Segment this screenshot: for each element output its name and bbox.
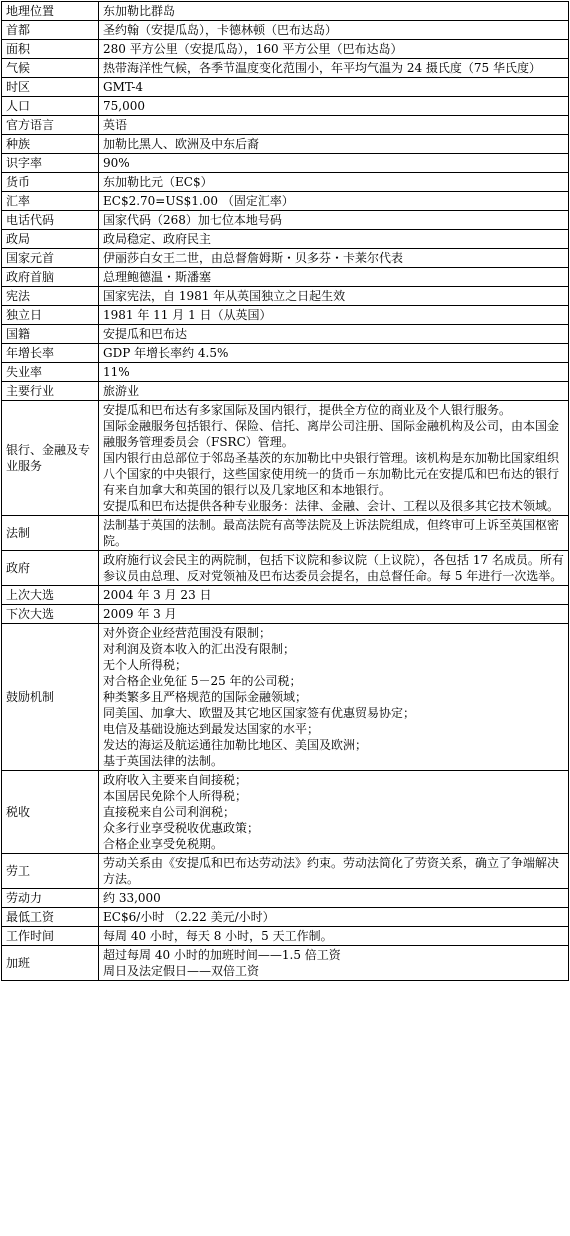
table-row bbox=[2, 946, 569, 981]
value-line: 对合格企业免征 5－25 年的公司税； bbox=[103, 674, 302, 688]
row-label: 鼓励机制 bbox=[2, 624, 99, 771]
table-row bbox=[2, 363, 569, 382]
row-value bbox=[99, 306, 569, 325]
value-line: 国际金融服务包括银行、保险、信托、离岸公司注册、国际金融机构及公司，由本国金融服务管理委员会（FSRC）管理。 bbox=[103, 419, 560, 449]
table-row bbox=[2, 854, 569, 889]
row-label: 政府首脑 bbox=[2, 268, 99, 287]
value-line: 基于英国法律的法制。 bbox=[103, 754, 224, 768]
table-row bbox=[2, 382, 569, 401]
country-info-table bbox=[1, 1, 569, 981]
row-value bbox=[99, 135, 569, 154]
value-line: 伊丽莎白女王二世，由总督詹姆斯・贝多芬・卡莱尔代表 bbox=[103, 251, 404, 265]
value-line: 安提瓜和巴布达 bbox=[103, 327, 188, 341]
row-label: 加班 bbox=[2, 946, 99, 981]
value-line: 热带海洋性气候，各季节温度变化范围小，年平均气温为 24 摄氏度（75 华氏度） bbox=[103, 61, 541, 75]
row-label: 政府 bbox=[2, 551, 99, 586]
row-label: 政局 bbox=[2, 230, 99, 249]
row-label: 法制 bbox=[2, 516, 99, 551]
value-line: 东加勒比元（EC$） bbox=[103, 175, 213, 189]
table-row bbox=[2, 325, 569, 344]
row-value bbox=[99, 516, 569, 551]
value-line: 无个人所得税； bbox=[103, 658, 188, 672]
value-line: 发达的海运及航运通往加勒比地区、美国及欧洲； bbox=[103, 738, 368, 752]
row-label: 国家元首 bbox=[2, 249, 99, 268]
value-line: 2004 年 3 月 23 日 bbox=[103, 588, 212, 602]
row-label: 汇率 bbox=[2, 192, 99, 211]
row-value bbox=[99, 401, 569, 516]
value-line: 90% bbox=[103, 156, 130, 170]
row-label: 下次大选 bbox=[2, 605, 99, 624]
row-label: 银行、金融及专业服务 bbox=[2, 401, 99, 516]
table-row bbox=[2, 586, 569, 605]
table-body bbox=[2, 2, 569, 981]
table-row bbox=[2, 401, 569, 516]
row-label: 宪法 bbox=[2, 287, 99, 306]
value-line: EC$2.70=US$1.00 （固定汇率） bbox=[103, 194, 294, 208]
table-row bbox=[2, 116, 569, 135]
row-value bbox=[99, 211, 569, 230]
table-row bbox=[2, 927, 569, 946]
row-value bbox=[99, 771, 569, 854]
row-value bbox=[99, 325, 569, 344]
value-line: 总理鲍德温・斯潘塞 bbox=[103, 270, 212, 284]
value-line: 对利润及资本收入的汇出没有限制； bbox=[103, 642, 296, 656]
row-value bbox=[99, 2, 569, 21]
value-line: 本国居民免除个人所得税； bbox=[103, 789, 248, 803]
table-row bbox=[2, 605, 569, 624]
row-label: 主要行业 bbox=[2, 382, 99, 401]
value-line: 旅游业 bbox=[103, 384, 140, 398]
row-label: 独立日 bbox=[2, 306, 99, 325]
table-row bbox=[2, 135, 569, 154]
row-value bbox=[99, 59, 569, 78]
value-line: 政府施行议会民主的两院制，包括下议院和参议院（上议院），各包括 17 名成员。所有参议员由总理、反对党领袖及巴布达委员会提名，由总督任命。每 5 年进行一次选举。 bbox=[103, 553, 564, 583]
row-label: 种族 bbox=[2, 135, 99, 154]
table-row bbox=[2, 97, 569, 116]
row-value bbox=[99, 854, 569, 889]
table-row bbox=[2, 173, 569, 192]
value-line: 安提瓜和巴布达提供各种专业服务：法律、金融、会计、工程以及很多其它技术领域。 bbox=[103, 499, 560, 513]
row-value bbox=[99, 586, 569, 605]
row-label: 工作时间 bbox=[2, 927, 99, 946]
row-label: 官方语言 bbox=[2, 116, 99, 135]
row-value bbox=[99, 78, 569, 97]
value-line: 东加勒比群岛 bbox=[103, 4, 176, 18]
table-row bbox=[2, 344, 569, 363]
row-label: 失业率 bbox=[2, 363, 99, 382]
table-row bbox=[2, 268, 569, 287]
row-label: 人口 bbox=[2, 97, 99, 116]
row-label: 首都 bbox=[2, 21, 99, 40]
value-line: 国家代码（268）加七位本地号码 bbox=[103, 213, 282, 227]
value-line: 安提瓜和巴布达有多家国际及国内银行，提供全方位的商业及个人银行服务。 bbox=[103, 403, 512, 417]
value-line: 众多行业享受税收优惠政策； bbox=[103, 821, 260, 835]
row-value bbox=[99, 40, 569, 59]
row-value bbox=[99, 624, 569, 771]
value-line: 1981 年 11 月 1 日（从英国） bbox=[103, 308, 272, 322]
table-row bbox=[2, 908, 569, 927]
row-value bbox=[99, 605, 569, 624]
value-line: 周日及法定假日——双倍工资 bbox=[103, 964, 260, 978]
table-row bbox=[2, 192, 569, 211]
value-line: 劳动关系由《安提瓜和巴布达劳动法》约束。劳动法简化了劳资关系，确立了争端解决方法。 bbox=[103, 856, 560, 886]
table-row bbox=[2, 78, 569, 97]
row-value bbox=[99, 908, 569, 927]
row-label: 劳动力 bbox=[2, 889, 99, 908]
row-value bbox=[99, 287, 569, 306]
value-line: 国家宪法，自 1981 年从英国独立之日起生效 bbox=[103, 289, 346, 303]
value-line: 电信及基础设施达到最发达国家的水平； bbox=[103, 722, 320, 736]
row-value bbox=[99, 192, 569, 211]
value-line: 2009 年 3 月 bbox=[103, 607, 177, 621]
row-label: 识字率 bbox=[2, 154, 99, 173]
value-line: 11% bbox=[103, 365, 130, 379]
row-value bbox=[99, 21, 569, 40]
value-line: 合格企业享受免税期。 bbox=[103, 837, 224, 851]
value-line: GMT-4 bbox=[103, 80, 144, 94]
table-row bbox=[2, 306, 569, 325]
table-row bbox=[2, 40, 569, 59]
table-row bbox=[2, 551, 569, 586]
row-label: 年增长率 bbox=[2, 344, 99, 363]
value-line: 75,000 bbox=[103, 99, 145, 113]
value-line: 政局稳定、政府民主 bbox=[103, 232, 212, 246]
table-row bbox=[2, 516, 569, 551]
row-value bbox=[99, 946, 569, 981]
row-value bbox=[99, 97, 569, 116]
value-line: 直接税来自公司利润税； bbox=[103, 805, 236, 819]
value-line: 对外资企业经营范围没有限制； bbox=[103, 626, 272, 640]
row-value bbox=[99, 889, 569, 908]
table-row bbox=[2, 230, 569, 249]
row-value bbox=[99, 363, 569, 382]
table-row bbox=[2, 2, 569, 21]
table-row bbox=[2, 211, 569, 230]
value-line: 英语 bbox=[103, 118, 128, 132]
value-line: 同美国、加拿大、欧盟及其它地区国家签有优惠贸易协定； bbox=[103, 706, 416, 720]
row-label: 时区 bbox=[2, 78, 99, 97]
table-row bbox=[2, 21, 569, 40]
row-label: 面积 bbox=[2, 40, 99, 59]
value-line: 每周 40 小时，每天 8 小时，5 天工作制。 bbox=[103, 929, 333, 943]
table-row bbox=[2, 771, 569, 854]
table-row bbox=[2, 287, 569, 306]
row-value bbox=[99, 116, 569, 135]
row-label: 电话代码 bbox=[2, 211, 99, 230]
value-line: 超过每周 40 小时的加班时间——1.5 倍工资 bbox=[103, 948, 341, 962]
row-value bbox=[99, 551, 569, 586]
table-row bbox=[2, 624, 569, 771]
value-line: 加勒比黑人、欧洲及中东后裔 bbox=[103, 137, 260, 151]
row-label: 地理位置 bbox=[2, 2, 99, 21]
row-value bbox=[99, 173, 569, 192]
value-line: 种类繁多且严格规范的国际金融领域； bbox=[103, 690, 308, 704]
row-value bbox=[99, 344, 569, 363]
table-row bbox=[2, 249, 569, 268]
value-line: 法制基于英国的法制。最高法院有高等法院及上诉法院组成，但终审可上诉至英国枢密院。 bbox=[103, 518, 560, 548]
value-line: GDP 年增长率约 4.5% bbox=[103, 346, 229, 360]
value-line: EC$6/小时 （2.22 美元/小时） bbox=[103, 910, 275, 924]
row-value bbox=[99, 230, 569, 249]
value-line: 约 33,000 bbox=[103, 891, 161, 905]
row-label: 上次大选 bbox=[2, 586, 99, 605]
row-label: 国籍 bbox=[2, 325, 99, 344]
row-value bbox=[99, 268, 569, 287]
row-value bbox=[99, 154, 569, 173]
table-row bbox=[2, 59, 569, 78]
row-label: 税收 bbox=[2, 771, 99, 854]
row-value bbox=[99, 927, 569, 946]
row-label: 货币 bbox=[2, 173, 99, 192]
value-line: 280 平方公里（安提瓜岛），160 平方公里（巴布达岛） bbox=[103, 42, 403, 56]
row-label: 劳工 bbox=[2, 854, 99, 889]
value-line: 政府收入主要来自间接税； bbox=[103, 773, 248, 787]
row-label: 气候 bbox=[2, 59, 99, 78]
value-line: 圣约翰（安提瓜岛），卡德林顿（巴布达岛） bbox=[103, 23, 338, 37]
row-value bbox=[99, 249, 569, 268]
value-line: 国内银行由总部位于邻岛圣基茨的东加勒比中央银行管理。该机构是东加勒比国家组织八个国家的中央银行，这些国家使用统一的货币－东加勒比元在安提瓜和巴布达的银行有来自加拿大和英国的银行以及几家地区和本地银行。 bbox=[103, 451, 560, 497]
table-row bbox=[2, 154, 569, 173]
row-label: 最低工资 bbox=[2, 908, 99, 927]
table-row bbox=[2, 889, 569, 908]
row-value bbox=[99, 382, 569, 401]
